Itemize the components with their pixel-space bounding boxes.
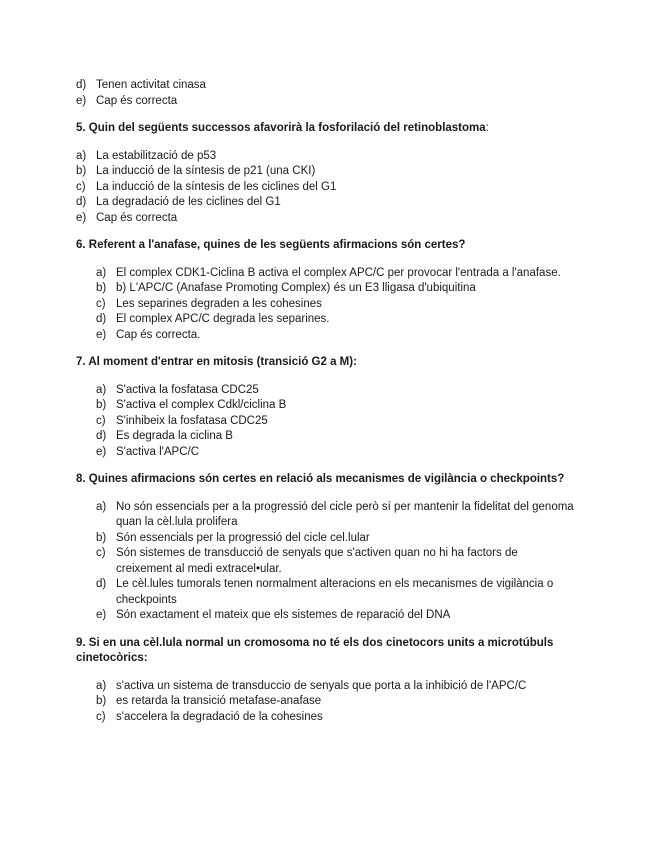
question-suffix: : <box>485 122 489 134</box>
option-letter: a) <box>96 266 107 279</box>
option-text: s'accelera la degradació de la cohesines <box>116 710 323 723</box>
option-text: Cap és correcta <box>96 211 178 224</box>
list-item <box>96 445 576 461</box>
option-letter: b) <box>76 165 87 177</box>
option-letter: b) <box>96 399 107 411</box>
question-6-options <box>76 266 576 344</box>
list-item <box>76 94 576 110</box>
option-letter: b) <box>96 695 107 707</box>
option-letter: e) <box>76 94 87 107</box>
list-item <box>96 577 576 608</box>
option-letter: d) <box>76 79 87 91</box>
option-letter: d) <box>96 578 107 590</box>
option-letter: c) <box>96 414 106 427</box>
question-8-title: 8. Quines afirmacions són certes en relació als mecanismes de vigilància o checkpoints? <box>76 473 565 485</box>
list-item <box>96 383 576 399</box>
option-letter: d) <box>96 430 107 442</box>
option-letter: e) <box>96 328 107 341</box>
list-item <box>96 297 576 313</box>
option-text: Cap és correcta. <box>116 328 201 341</box>
option-text: Les separines degraden a les cohesines <box>116 297 322 310</box>
option-letter: a) <box>96 383 107 396</box>
list-item <box>96 710 576 726</box>
intro-option-list <box>76 78 576 109</box>
option-text: Le cèl.lules tumorals tenen normalment alteracions en els mecanismes de vigilància o checkpoints <box>116 578 554 606</box>
option-letter: c) <box>76 180 86 193</box>
list-item <box>96 312 576 328</box>
list-item <box>76 164 576 180</box>
question-5-title <box>76 121 576 137</box>
list-item <box>76 195 576 211</box>
option-text: b) L'APC/C (Anafase Promoting Complex) és un E3 lligasa d'ubiquitina <box>116 282 476 294</box>
option-text: s'activa un sistema de transduccio de senyals que porta a la inhibició de l'APC/C <box>116 679 527 692</box>
option-text: La estabilització de p53 <box>96 149 217 162</box>
question-7-options <box>76 383 576 461</box>
list-item <box>76 211 576 227</box>
option-text: Tenen activitat cinasa <box>96 79 206 91</box>
list-item <box>96 266 576 282</box>
list-item <box>76 180 576 196</box>
option-text: La inducció de la síntesis de les ciclines del G1 <box>96 180 337 193</box>
question-9-options <box>76 679 576 726</box>
option-text: El complex APC/C degrada les separines. <box>116 313 330 325</box>
option-text: El complex CDK1-Ciclina B activa el complex APC/C per provocar l'entrada a l'anafase. <box>116 266 561 279</box>
exam-content <box>76 78 576 725</box>
option-text: Cap és correcta <box>96 94 178 107</box>
option-text: S'activa el complex Cdkl/ciclina B <box>116 399 287 411</box>
option-text: S'activa la fosfatasa CDC25 <box>116 383 259 396</box>
option-text: La inducció de la síntesis de p21 (una CKI) <box>96 165 316 177</box>
option-text: Són sistemes de transducció de senyals que s'activen quan no hi ha factors de creixement al medi extracel•ular. <box>116 547 518 575</box>
option-letter: e) <box>96 445 107 458</box>
option-letter: a) <box>96 679 107 692</box>
list-item <box>96 328 576 344</box>
option-letter: e) <box>96 609 107 621</box>
option-text: S'inhibeix la fosfatasa CDC25 <box>116 414 268 427</box>
question-6-title: 6. Referent a l'anafase, quines de les següents afirmacions són certes? <box>76 239 466 251</box>
list-item <box>76 149 576 165</box>
list-item <box>96 546 576 577</box>
option-letter: c) <box>96 710 106 723</box>
list-item <box>96 694 576 710</box>
list-item <box>96 679 576 695</box>
option-letter: a) <box>76 149 87 162</box>
option-letter: b) <box>96 282 107 294</box>
list-item <box>76 78 576 94</box>
question-text: 5. Quin del següents successos afavorirà la fosforilació del retinoblastoma <box>76 122 486 134</box>
option-text: es retarda la transició metafase-anafase <box>116 695 322 707</box>
option-text: S'activa l'APC/C <box>116 445 199 458</box>
option-letter: b) <box>96 531 107 544</box>
list-item <box>96 500 576 531</box>
list-item <box>96 281 576 297</box>
question-5-options <box>76 149 576 227</box>
option-text: Són exactament el mateix que els sistemes de reparació del DNA <box>116 609 451 621</box>
option-letter: c) <box>96 547 106 559</box>
list-item <box>96 414 576 430</box>
option-letter: e) <box>76 211 87 224</box>
option-letter: a) <box>96 500 107 513</box>
question-7-title: 7. Al moment d'entrar en mitosis (transició G2 a M): <box>76 356 357 368</box>
list-item <box>96 531 576 547</box>
question-8-options <box>76 500 576 624</box>
list-item <box>96 429 576 445</box>
question-9-title: 9. Si en una cèl.lula normal un cromosoma no té els dos cinetocors units a microtúbuls cinetocòrics: <box>76 636 554 664</box>
option-letter: c) <box>96 297 106 310</box>
option-text: No són essencials per a la progressió del cicle però sí per mantenir la fidelitat del genoma quan la cèl.lula prolifera <box>116 500 574 528</box>
list-item <box>96 608 576 624</box>
list-item <box>96 398 576 414</box>
option-text: Es degrada la ciclina B <box>116 430 233 442</box>
option-text: La degradació de les ciclines del G1 <box>96 196 281 208</box>
option-letter: d) <box>96 313 107 325</box>
option-text: Són essencials per la progressió del cicle cel.lular <box>116 531 370 544</box>
option-letter: d) <box>76 196 87 208</box>
